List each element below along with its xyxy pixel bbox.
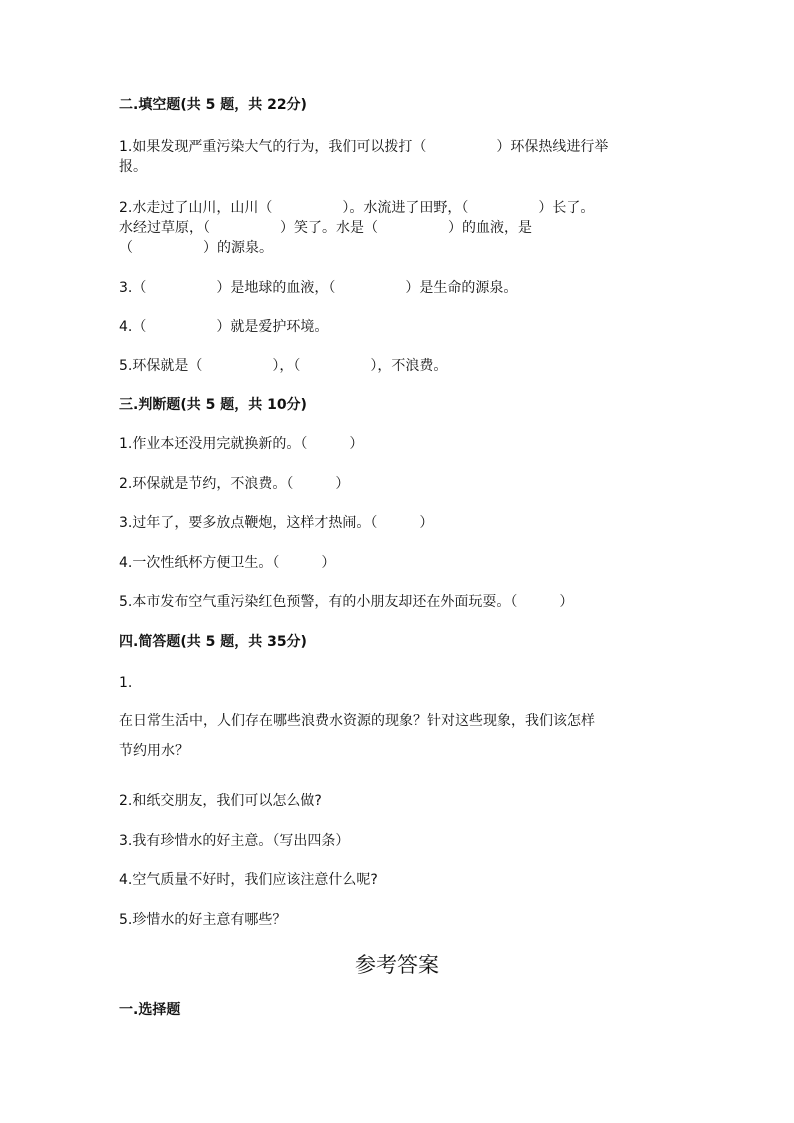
section-2-heading: 二.填空题(共 5 题，共 22分) (119, 97, 307, 113)
fill-question-4: 4.（ ）就是爱护环境。 (119, 319, 329, 335)
short-question-1-line-2: 节约用水？ (119, 743, 189, 759)
answers-title: 参考答案 (355, 953, 439, 977)
short-question-5: 5.珍惜水的好主意有哪些？ (119, 912, 287, 928)
fill-question-2-line-3: （ ）的源泉。 (119, 240, 273, 256)
fill-question-2-line-1: 2.水走过了山川，山川（ ）。水流进了田野，（ ）长了。 (119, 200, 595, 216)
short-question-1-line-1: 在日常生活中，人们存在哪些浪费水资源的现象？针对这些现象，我们该怎样 (119, 713, 595, 729)
short-question-2: 2.和纸交朋友，我们可以怎么做? (119, 793, 322, 809)
fill-question-1-line-1: 1.如果发现严重污染大气的行为，我们可以拨打（ ）环保热线进行举 (119, 139, 609, 155)
fill-question-2-line-2: 水经过草原，（ ）笑了。水是（ ）的血液，是 (119, 220, 532, 236)
judge-question-1: 1.作业本还没用完就换新的。（ ） (119, 436, 364, 452)
fill-question-1-line-2: 报。 (119, 159, 147, 175)
judge-question-3: 3.过年了，要多放点鞭炮，这样才热闹。（ ） (119, 515, 434, 531)
section-3-heading: 三.判断题(共 5 题，共 10分) (119, 397, 307, 413)
judge-question-5: 5.本市发布空气重污染红色预警，有的小朋友却还在外面玩耍。（ ） (119, 594, 574, 610)
judge-question-2: 2.环保就是节约，不浪费。（ ） (119, 476, 350, 492)
fill-question-5: 5.环保就是（ ），（ ），不浪费。 (119, 358, 448, 374)
fill-question-3: 3.（ ）是地球的血液，（ ）是生命的源泉。 (119, 280, 518, 296)
judge-question-4: 4.一次性纸杯方便卫生。（ ） (119, 555, 336, 571)
short-question-1-number: 1. (119, 675, 133, 691)
section-4-heading: 四.简答题(共 5 题，共 35分) (119, 634, 307, 650)
short-question-3: 3.我有珍惜水的好主意。（写出四条） (119, 833, 350, 849)
answers-section-1-heading: 一.选择题 (119, 1002, 181, 1018)
short-question-4: 4.空气质量不好时，我们应该注意什么呢? (119, 872, 378, 888)
